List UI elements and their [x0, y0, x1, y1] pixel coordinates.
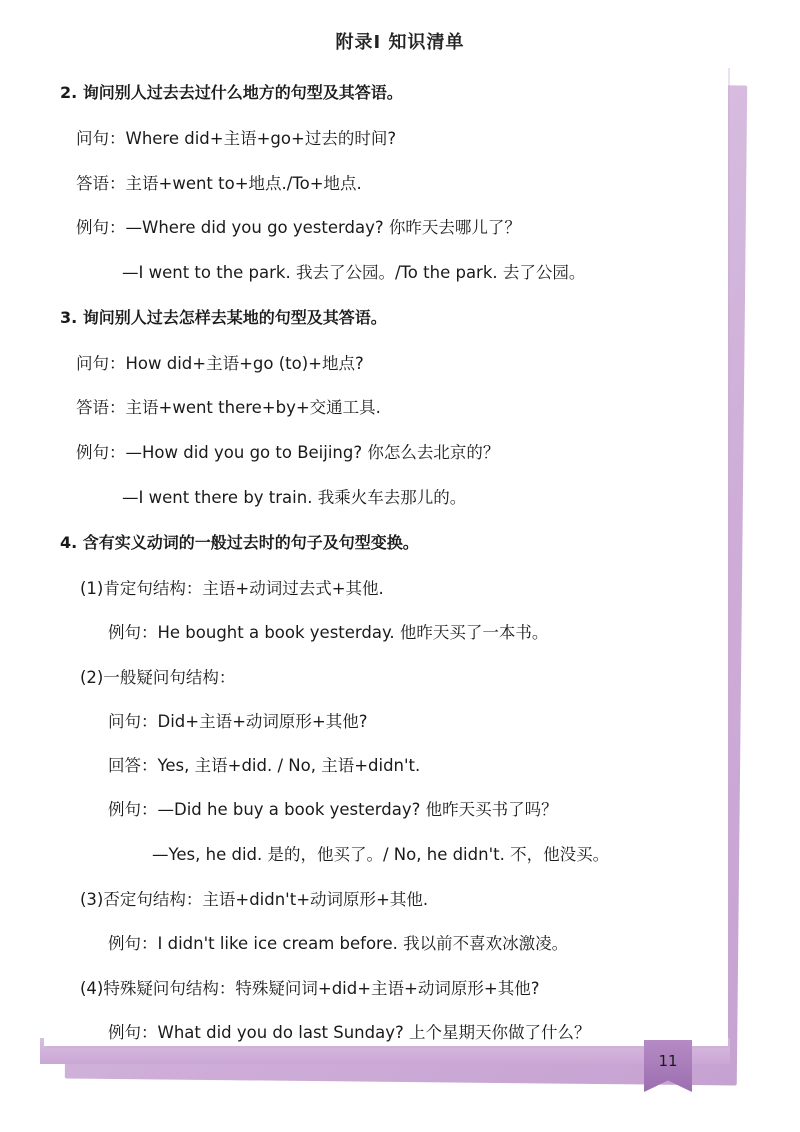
text-line: —I went there by train. 我乘火车去那儿的。: [122, 488, 467, 507]
text-line: 问句：Did+主语+动词原形+其他?: [108, 712, 368, 731]
text-line: 例句：I didn't like ice cream before. 我以前不喜欢冰激凌。: [108, 934, 569, 953]
text-line: 例句：—Where did you go yesterday? 你昨天去哪儿了？: [76, 218, 521, 237]
text-line: 例句：What did you do last Sunday? 上个星期天你做了什么？: [108, 1023, 591, 1042]
text-line: 问句：Where did+主语+go+过去的时间?: [76, 129, 397, 148]
page-number: 11: [658, 1052, 678, 1070]
text-line: 答语：主语+went to+地点./To+地点.: [76, 174, 362, 193]
page-header: 附录Ⅰ 知识清单: [335, 32, 465, 53]
section-heading-2: 2. 询问别人过去去过什么地方的句型及其答语。: [60, 83, 403, 102]
text-line: —Yes, he did. 是的，他买了。/ No, he didn't. 不，他没买。: [152, 845, 610, 864]
text-line: —I went to the park. 我去了公园。/To the park. 去了公园。: [122, 263, 586, 282]
text-line: (3)否定句结构：主语+didn't+动词原形+其他.: [80, 890, 429, 909]
section-heading-3: 3. 询问别人过去怎样去某地的句型及其答语。: [60, 308, 387, 327]
section-heading-4: 4. 含有实义动词的一般过去时的句子及句型变换。: [60, 533, 419, 552]
text-line: 答语：主语+went there+by+交通工具.: [76, 398, 381, 417]
text-line: (4)特殊疑问句结构：特殊疑问词+did+主语+动词原形+其他?: [80, 979, 540, 998]
text-line: 例句：—How did you go to Beijing? 你怎么去北京的？: [76, 443, 500, 462]
text-line: (1)肯定句结构：主语+动词过去式+其他.: [80, 579, 384, 598]
text-line: 问句：How did+主语+go (to)+地点?: [76, 354, 364, 373]
text-line: (2)一般疑问句结构：: [80, 668, 236, 687]
text-line: 例句：—Did he buy a book yesterday? 他昨天买书了吗？: [108, 800, 558, 819]
text-line: 回答：Yes, 主语+did. / No, 主语+didn't.: [108, 756, 421, 775]
text-line: 例句：He bought a book yesterday. 他昨天买了一本书。: [108, 623, 549, 642]
